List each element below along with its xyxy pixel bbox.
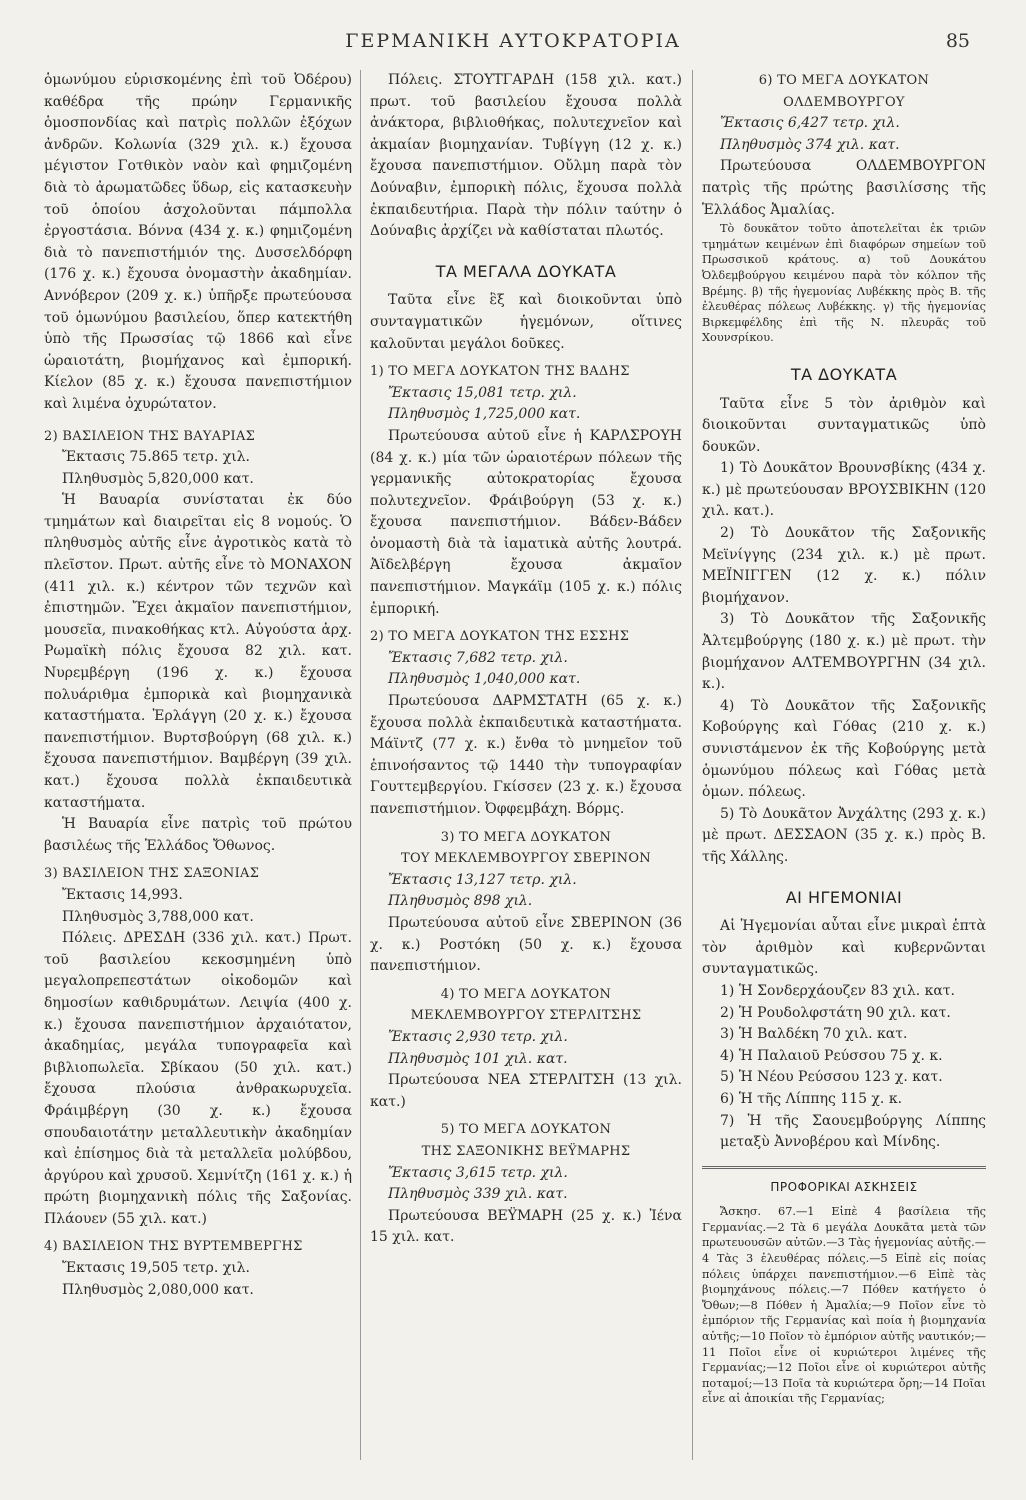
duchy-item: 1) Τὸ Δουκᾶτον Βρουνσβίκης (434 χ. κ.) μὲ πρωτεύουσαν ΒΡΟΥΣΒΙΚΗΝ (120 χιλ. κατ.).: [702, 460, 986, 520]
body-paragraph: Πρωτεύουσα αὐτοῦ εἶνε ΣΒΕΡΙΝΟΝ (36 χ. κ.) Ροστόκη (50 χ. κ.) ἔχουσα πανεπιστήμιον.: [370, 914, 682, 975]
duchy-item: 2) Τὸ Δουκᾶτον τῆς Σαξονικῆς Μεϊνίγγης (234 χιλ. κ.) μὲ πρωτ. ΜΕΪΝΙΓΓΕΝ (12 χ. κ.) πόλιν βιομήχανον.: [702, 525, 986, 606]
population-line: Πληθυσμὸς 1,040,000 κατ.: [388, 671, 581, 688]
area-line: Ἔκτασις 3,615 τετρ. χιλ.: [388, 1164, 568, 1181]
area-line: Ἔκτασις 15,081 τετρ. χιλ.: [388, 384, 577, 401]
section-title-mecklenburg-strelitz: 4) ΤΟ ΜΕΓΑ ΔΟΥΚΑΤΟΝ: [440, 986, 612, 1002]
area-line: Ἔκτασις 14,993.: [62, 886, 183, 903]
body-paragraph: Πρωτεύουσα ΔΑΡΜΣΤΑΤΗ (65 χ. κ.) ἔχουσα πολλὰ ἐκπαιδευτικὰ καταστήματα. Μάϊντζ (77 χ. κ.) ἔνθα τὸ μνημεῖον τοῦ ἐπινοήσαντος τῷ 1440 τὴν τυπογραφίαν Γουττεμβεργίου. Γκίσσεν (23 χ. κ.) ἔχουσα πανεπιστήμιον. Ὀφφεμβάχη. Βόρμς.: [370, 693, 682, 817]
population-line: Πληθυσμὸς 3,788,000 κατ.: [62, 908, 254, 925]
body-paragraph: Πρωτεύουσα ΝΕΑ ΣΤΕΡΛΙΤΣΗ (13 χιλ. κατ.): [370, 1072, 682, 1110]
area-line: Ἔκτασις 13,127 τετρ. χιλ.: [388, 871, 577, 888]
duchy-item: 5) Τὸ Δουκᾶτον Ἀνχάλτης (293 χ. κ.) μὲ πρωτ. ΔΕΣΣΑΟΝ (35 χ. κ.) πρὸς Β. τῆς Χάλλης.: [702, 805, 986, 865]
principality-item: 1) Ἡ Σονδερχάουζεν 83 χιλ. κατ.: [720, 982, 955, 999]
heading-oral-exercises: ΠΡΟΦΟΡΙΚΑΙ ΑΣΚΗΣΕΙΣ: [770, 1179, 918, 1194]
section-title-mecklenburg-strelitz-2: ΜΕΚΛΕΜΒΟΥΡΓΟΥ ΣΤΕΡΛΙΤΣΗΣ: [410, 1008, 642, 1024]
population-line: Πληθυσμὸς 2,080,000 κατ.: [62, 1281, 254, 1298]
section-title-mecklenburg-schwerin: 3) ΤΟ ΜΕΓΑ ΔΟΥΚΑΤΟΝ: [440, 829, 612, 845]
body-paragraph: Πόλεις. ΣΤΟΥΤΓΑΡΔΗ (158 χιλ. κατ.) πρωτ. τοῦ βασιλείου ἔχουσα πολλὰ ἀνάκτορα, βιβλιοθήκας, πολυτεχνεῖον καὶ ἀκμαίαν βιομηχανίαν. Τυβίγγη (12 χ. κ.) ἔχουσα πανεπιστήμιον. Οὔλμη παρὰ τὸν Δούναβιν, ἐμπορικὴ πόλις, ἔχουσα πολλὰ ἐκπαιδευτήρια. Παρὰ τὴν πόλιν ταύτην ὁ Δούναβις ἀρχίζει νὰ καθίσταται πλωτός.: [370, 72, 682, 240]
footnote-paragraph: Τὸ δουκᾶτον τοῦτο ἀποτελεῖται ἐκ τριῶν τμημάτων κειμένων ἐπὶ διαφόρων σημείων τοῦ Πρωσσικοῦ κράτους. α) τοῦ Δουκάτου Ὀλδεμβούργου κειμένου παρὰ τὸν κόλπον τῆς Βρέμης. β) τῆς ἡγεμονίας Λυβέκκης πρὸς Β. τῆς ἐλευθέρας πόλεως Λυβέκκης. γ) τῆς ἡγεμονίας Βιρκεμφέλδης ἐπὶ τῆς Ν. πλευρᾶς τοῦ Χουνσρίκου.: [702, 222, 986, 345]
principality-item: 2) Ἡ Ρουδολφστάτη 90 χιλ. κατ.: [720, 1004, 951, 1021]
section-title-hesse: 2) ΤΟ ΜΕΓΑ ΔΟΥΚΑΤΟΝ ΤΗΣ ΕΣΣΗΣ: [370, 629, 630, 645]
section-title-mecklenburg-schwerin-2: ΤΟΥ ΜΕΚΛΕΜΒΟΥΡΓΟΥ ΣΒΕΡΙΝΟΝ: [400, 851, 651, 867]
population-line: Πληθυσμὸς 101 χιλ. κατ.: [388, 1050, 568, 1067]
area-line: Ἔκτασις 2,930 τετρ. χιλ.: [388, 1028, 568, 1045]
population-line: Πληθυσμὸς 5,820,000 κατ.: [62, 470, 254, 487]
area-line: Ἔκτασις 7,682 τετρ. χιλ.: [388, 649, 568, 666]
principality-item: 7) Ἡ τῆς Σαουεμβούργης Λίππης μεταξὺ Ἀννοβέρου καὶ Μίνδης.: [720, 1112, 986, 1151]
exercises-paragraph: Ἄσκησ. 67.—1 Εἰπὲ 4 βασίλεια τῆς Γερμανίας.—2 Τὰ 6 μεγάλα Δουκᾶτα μετὰ τῶν πρωτευουσῶν αὐτῶν.—3 Τὰς ἡγεμονίας αὐτῆς.—4 Τὰς 3 ἐλευθέρας πόλεις.—5 Εἰπὲ εἰς ποίας πόλεις ὑπάρχει πανεπιστήμιον.—6 Εἰπὲ τὰς βιομηχάνους πόλεις.—7 Πόθεν κατήγετο ὁ Ὄθων;—8 Πόθεν ἡ Ἀμαλία;—9 Ποῖον εἶνε τὸ ἐμπόριον τῆς Γερμανίας καὶ ποία ἡ βιομηχανία αὐτῆς;—10 Ποῖον τὸ ἐμπόριον αὐτῆς ναυτικόν;—11 Ποῖοι εἶνε οἱ κυριώτεροι λιμένες τῆς Γερμανίας;—12 Ποῖοι εἶνε οἱ κυριώτεροι αὐτῆς ποταμοί;—13 Ποῖα τὰ κυριώτερα ὄρη;—14 Ποῖαι εἶνε αἱ ἀποικίαι τῆς Γερμανίας;: [702, 1205, 986, 1406]
section-divider: [702, 1166, 986, 1169]
body-paragraph: Πρωτεύουσα ΒΕΫΜΑΡΗ (25 χ. κ.) Ἰένα 15 χιλ. κατ.: [370, 1207, 682, 1246]
body-paragraph: ὁμωνύμου εὑρισκομένης ἐπὶ τοῦ Ὀδέρου) καθέδρα τῆς πρώην Γερμανικῆς ὁμοσπονδίας καὶ πατρὶς πολλῶν ἐξόχων ἀνδρῶν. Κολωνία (329 χιλ. κ.) ἔχουσα μέγιστον Γοτθικὸν ναὸν καὶ φημιζομένη διὰ τὸ ἀρωματῶδες ὕδωρ, εἰς κατασκευὴν τοῦ ὁποίου ἀσχολοῦνται πάμπολλα ἐργοστάσια. Βόννα (434 χ. κ.) φημιζομένη διὰ τὸ πανεπιστήμιόν της. Δυσσελδόρφη (176 χ. κ.) ἔχουσα ὀνομαστὴν ἀκαδημίαν. Αννόβερον (209 χ. κ.) ὑπῆρξε πρωτεύουσα τοῦ ὁμωνύμου βασιλείου, ὅπερ κατεκτήθη ὑπὸ τῆς Πρωσσίας τῷ 1866 καὶ εἶνε ὡραιοτάτη, βιομήχανος καὶ ἐμπορική. Κίελον (85 χ. κ.) ἔχουσα πανεπιστήμιον καὶ λιμένα ὀχυρώτατον.: [44, 72, 352, 412]
section-title-bavaria: 2) ΒΑΣΙΛΕΙΟΝ ΤΗΣ ΒΑΥΑΡΙΑΣ: [44, 428, 256, 444]
area-line: Ἔκτασις 75.865 τετρ. χιλ.: [62, 449, 251, 466]
area-line: Ἔκτασις 6,427 τετρ. χιλ.: [720, 115, 900, 132]
section-title-oldenburg-2: ΟΛΔΕΜΒΟΥΡΓΟΥ: [783, 94, 905, 110]
body-paragraph: Ταῦτα εἶνε 5 τὸν ἀριθμὸν καὶ διοικοῦνται συνταγματικῶς ὑπὸ δουκῶν.: [702, 395, 986, 455]
population-line: Πληθυσμὸς 374 χιλ. κατ.: [720, 136, 900, 153]
section-title-oldenburg: 6) ΤΟ ΜΕΓΑ ΔΟΥΚΑΤΟΝ: [758, 73, 930, 88]
section-title-saxe-weimar: 5) ΤΟ ΜΕΓΑ ΔΟΥΚΑΤΟΝ: [440, 1122, 612, 1138]
column-rule-right: [692, 70, 693, 1460]
section-title-saxe-weimar-2: ΤΗΣ ΣΑΞΟΝΙΚΗΣ ΒΕΫΜΑΡΗΣ: [421, 1143, 631, 1159]
body-paragraph: Πόλεις. ΔΡΕΣΔΗ (336 χιλ. κατ.) Πρωτ. τοῦ βασιλείου κεκοσμημένη ὑπὸ μεγαλοπρεπεστάτων οἰκοδομῶν καὶ δημοσίων καθιδρυμάτων. Λειψία (400 χ. κ.) ἔχουσα πανεπιστήμιον ἀρχαιότατον, ἀκαδημίας, μεγάλα τυπογραφεῖα καὶ βιβλιοπωλεῖα. Σβίκαου (50 χιλ. κατ.) ἔχουσα πλούσια ἀνθρακωρυχεῖα. Φράιμβέργη (30 χ. κ.) ἔχουσα σπουδαιοτάτην μεταλλευτικὴν ἀκαδημίαν καὶ ἐπίσημος διὰ τὰ μεταλλεῖα μολύβδου, ἀργύρου καὶ χρυσοῦ. Χεμνίτζη (161 χ. κ.) ἡ πρώτη βιομηχανικὴ πόλις τῆς Σαξονίας. Πλάουεν (55 χιλ. κατ.): [44, 930, 352, 1227]
population-line: Πληθυσμὸς 1,725,000 κατ.: [388, 406, 581, 423]
principality-item: 5) Ἡ Νέου Ρεύσσου 123 χ. κατ.: [720, 1069, 943, 1086]
population-line: Πληθυσμὸς 339 χιλ. κατ.: [388, 1186, 568, 1203]
body-paragraph: Πρωτεύουσα ΟΛΔΕΜΒΟΥΡΓΟΝ πατρὶς τῆς πρώτης βασιλίσσης τῆς Ἑλλάδος Ἀμαλίας.: [702, 158, 986, 218]
principality-item: 4) Ἡ Παλαιοῦ Ρεύσσου 75 χ. κ.: [720, 1047, 943, 1064]
column-rule-left: [360, 70, 361, 1460]
duchy-item: 3) Τὸ Δουκᾶτον τῆς Σαξονικῆς Ἀλτεμβούργης (180 χ. κ.) μὲ πρωτ. τὴν βιομήχανον ΑΛΤΕΜΒΟΥΡΓΗΝ (34 χιλ. κ.).: [702, 611, 986, 693]
column-2: [370, 70, 682, 1249]
section-title-wurttemberg: 4) ΒΑΣΙΛΕΙΟΝ ΤΗΣ ΒΥΡΤΕΜΒΕΡΓΗΣ: [44, 1239, 303, 1255]
page-number: 85: [945, 30, 970, 52]
heading-principalities: ΑΙ ΗΓΕΜΟΝΙΑΙ: [785, 887, 903, 907]
section-title-saxony: 3) ΒΑΣΙΛΕΙΟΝ ΤΗΣ ΣΑΞΟΝΙΑΣ: [44, 866, 260, 882]
body-paragraph: Ἡ Βαυαρία συνίσταται ἐκ δύο τμημάτων καὶ διαιρεῖται εἰς 8 νομούς. Ὁ πληθυσμὸς αὐτῆς εἶνε ἀγροτικὸς κατὰ τὸ πλεῖστον. Πρωτ. αὐτῆς εἶνε τὸ ΜΟΝΑΧΟΝ (411 χιλ. κ.) κέντρον τῶν τεχνῶν καὶ ἐπιστημῶν. Ἔχει ἀκμαῖον πανεπιστήμιον, μουσεῖα, πινακοθήκας κτλ. Αὐγούστα ἀρχ. Ρωμαϊκὴ πόλις ἔχουσα 82 χιλ. κατ. Νυρεμβέργη (196 χ. κ.) ἔχουσα πολυάριθμα ἐμπορικὰ καὶ βιομηχανικὰ καταστήματα. Ἐρλάγγη (20 χ. κ.) ἔχουσα πανεπιστήμιον. Βυρτσβούργη (68 χιλ. κ.) ἔχουσα πανεπιστήμιον. Βαμβέργη (39 χιλ. κατ.) ἔχουσα πολλὰ ἐκπαιδευτικὰ καταστήματα.: [44, 492, 352, 811]
body-paragraph: Αἱ Ἡγεμονίαι αὗται εἶνε μικραὶ ἑπτὰ τὸν ἀριθμὸν καὶ κυβερνῶνται συνταγματικῶς.: [702, 918, 986, 978]
body-paragraph: Ταῦτα εἶνε ἓξ καὶ διοικοῦνται ὑπὸ συνταγματικῶν ἡγεμόνων, οἵτινες καλοῦνται μεγάλοι δοῦκες.: [370, 292, 682, 352]
population-line: Πληθυσμὸς 898 χιλ.: [388, 893, 533, 910]
body-paragraph: Πρωτεύουσα αὐτοῦ εἶνε ἡ ΚΑΡΛΣΡΟΥΗ (84 χ. κ.) μία τῶν ὡραιοτέρων πόλεων τῆς γερμανικῆς αὐτοκρατορίας ἔχουσα πολυτεχνεῖον. Φράιβούργη (53 χ. κ.) ἔχουσα πανεπιστήμιον. Βάδεν-Βάδεν ὀνομαστὴ διὰ τὰ ἰαματικὰ αὐτῆς λουτρά. Ἀϊδελβέργη ἔχουσα ἀκμαῖον πανεπιστήμιον. Μαγκάϊμ (105 χ. κ.) πόλις ἐμπορική.: [370, 427, 682, 617]
principality-item: 3) Ἡ Βαλδέκη 70 χιλ. κατ.: [720, 1026, 908, 1043]
heading-duchies: ΤΑ ΔΟΥΚΑΤΑ: [790, 364, 898, 384]
area-line: Ἔκτασις 19,505 τετρ. χιλ.: [62, 1260, 251, 1277]
principality-item: 6) Ἡ τῆς Λίππης 115 χ. κ.: [720, 1090, 903, 1107]
column-3: [702, 70, 986, 1407]
duchy-item: 4) Τὸ Δουκᾶτον τῆς Σαξονικῆς Κοβούργης καὶ Γόθας (210 χ. κ.) συνιστάμενον ἐκ τῆς Κοβούργης μετὰ ὁμωνύμου πόλεως καὶ Γόθας μετὰ ὁμων. πόλεως.: [702, 697, 986, 801]
running-head: ΓΕΡΜΑΝΙΚΗ ΑΥΤΟΚΡΑΤΟΡΙΑ: [345, 30, 681, 52]
note-paragraph: Ἡ Βαυαρία εἶνε πατρὶς τοῦ πρώτου βασιλέως τῆς Ἑλλάδος Ὄθωνος.: [44, 816, 352, 854]
section-title-baden: 1) ΤΟ ΜΕΓΑ ΔΟΥΚΑΤΟΝ ΤΗΣ ΒΑΔΗΣ: [370, 364, 630, 380]
column-1: [44, 70, 352, 1301]
heading-grand-duchies: ΤΑ ΜΕΓΑΛΑ ΔΟΥΚΑΤΑ: [435, 261, 617, 281]
